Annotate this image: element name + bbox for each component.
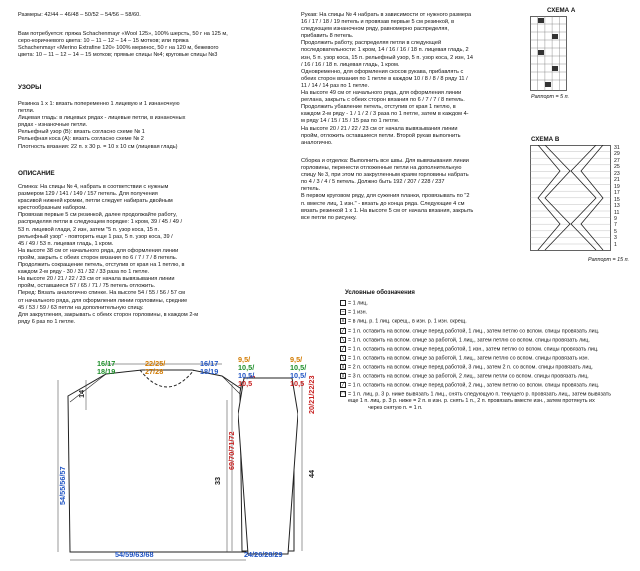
back-top-left-dim: 16/17 18/19 (97, 359, 116, 376)
back-side-height-dim: 33 (213, 476, 222, 485)
chart-a-repeat: Раппорт = 5 п. (531, 94, 570, 100)
bobble-icon: ◠ (341, 391, 346, 397)
cable-back-icon: ╳ (341, 373, 345, 379)
legend-item-cont: еще 1 п. лиц. р. 3 р. ниже = 2 п. в изн. р. снять 1 п., 2 п. провязать вместе изн., затем протянуть их (348, 398, 595, 404)
chart-a-title: СХЕМА А (547, 7, 576, 14)
chart-a-grid (530, 16, 570, 92)
chart-b-grid (530, 145, 612, 253)
legend-item: ╱ = 1 п. оставить на вспом. спице перед работой, 1 изн., затем петлю со вспом. спицы провязать лиц. (341, 346, 599, 353)
sleeve-width-dim: 24/26/28/29 (244, 550, 283, 559)
legend-item: ʌ = в лиц. р. 1 лиц. скрещ., в изн. р. 1 изн. скрещ. (341, 318, 467, 325)
sleeve-pattern-shape (238, 376, 298, 556)
legend-item: ╲ = 1 п. оставить на вспом. спице за работой, 1 лиц., затем петлю со вспом. спицы провязать изн. (341, 355, 590, 362)
description-heading: ОПИСАНИЕ (18, 170, 55, 177)
legend-item: – = 1 изн. (341, 309, 368, 316)
legend-title: Условные обозначения (345, 290, 415, 296)
chart-b-repeat: Раппорт = 15 п. (588, 257, 630, 263)
purl-symbol-icon: – (341, 309, 345, 315)
assembly-text: Сборка и отделка: Выполнить все швы. Для вывязывания линии горловины, перенести отложенные петли на дополнительную спицу № 3, при этом по закругленным краям горловины набрать по 4 / 3 / 4 / 5 петель. Должно быть 192 / 207 / 228 / 237 петель. В первом круговом ряду, для сужения планки, провязывать по "2 п. вместе лиц, 1 изн." - вязать до конца ряда. Следующие 4 см вязать резинкой 1 х 1. На высоте 5 см от начала вязания, закрыть все петли по рисунку. (301, 158, 474, 221)
sleeve-raglan-dim: 20/21/22/23 (307, 375, 316, 414)
cable-small-icon: ╱ (341, 382, 345, 388)
legend-item-cont: через снятую п. = 1 п. (368, 405, 423, 411)
legend-item: ╳ = 2 п. оставить на вспом. спице перед работой, 3 лиц., затем 2 п. со вспом. спицы провязать лиц. (341, 364, 593, 371)
patterns-heading: УЗОРЫ (18, 84, 42, 91)
legend-item: ╱ = 1 п. оставить на вспом. спице перед работой, 2 лиц., затем петлю со вспом. спицы провязать лиц. (341, 382, 600, 389)
back-width-dim: 54/59/63/68 (115, 550, 154, 559)
cross-front-purl-icon: ╱ (341, 346, 345, 352)
sleeve-top-right-dim: 9,5/ 10,5/ 10,5/ 10,5 (290, 355, 307, 388)
materials-text: Вам потребуется: пряжа Schachenmayr «Wool 125», 100% шерсть, 50 г на 125 м, серо-коричневого цвета: 10 – 11 – 12 – 14 – 15 мотков; или пряжа Schachenmayr «Merino Extrafine 120» 100% мериноc, 50 г на 120 м, бежевого цвета: 10 – 11 – 12 – 14 – 15 мотков; прямые спицы №4; круговые спицы №3 (18, 31, 228, 59)
sleeve-text: Рукав: На спицы № 4 набрать в зависимости от нужного размера 16 / 17 / 18 / 19 петель и провязав первые 5 см резинкой, в следующем изнаночном ряду, равномерно распределяя, прибавить 8 петель. Продолжить работу, распределяя петли в следующей последовательности: 1 кром, 14 / 16 / 16 / 18 п. лицевая гладь, 2 изн, 5 п. узор коса, 15 п. рельефный узор, 5 п. узор коса, 2 изн, 14 / 16 / 16 / 18 п. лицевая гладь, 1 кром. Одновременно, для оформления скосов рукава, прибавлять с обеих сторон вязания по 1 петле в каждом 10 / 8 / 8 / 8 ряду 11 / 11 / 14 / 14 раз по 1 петле. На высоте 49 см от начального ряда, для оформления линии реглана, закрыть с обеих сторон вязания по 6 / 7 / 7 / 8 петель. Продолжить убавление петель, отступив от края 1 петлю, в каждом 2-м ряду - 1 / 1 / 2 / 3 раза по 1 петле, затем в каждом 4- м ряду 14 / 15 / 15 / 15 раз по 1 петле. На высоте 20 / 21 / 22 / 23 см от начала вывязывания линии пройм, отложить оставшиеся петли. Второй рукав выполнить аналогично. (301, 12, 473, 146)
legend-item: ╲ = 1 п. оставить на вспом. спице за работой, 1 лиц., затем петлю со вспом. спицы провязать лиц. (341, 337, 590, 344)
cross-front-icon: ╱ (341, 328, 345, 334)
sleeve-height-dim: 44 (307, 469, 316, 478)
back-total-height-dim: 54/55/56/57 (58, 466, 67, 505)
sleeve-length-dim: 69/70/71/72 (227, 431, 236, 470)
legend-item: = 1 лиц. (340, 300, 368, 306)
cross-back-purl-icon: ╲ (341, 355, 345, 361)
legend-item: ╱ = 1 п. оставить на вспом. спице перед работой, 1 лиц., затем петлю со вспом. спицы провязать лиц. (341, 328, 600, 335)
back-top-mid-dim: 22/25/ 27/28 (145, 359, 166, 376)
knit-symbol-icon (340, 300, 346, 306)
legend-item: ╳ = 3 п. оставить на вспом. спице за работой, 2 лиц., затем петли со вспом. спицы провязать лиц. (341, 373, 589, 380)
cable-front-icon: ╳ (341, 364, 345, 370)
description-text: Спинка: На спицы № 4, набрать в соответствии с нужным размером 129 / 141 / 149 / 157 петель. Для получения красивой нижней кромки, петли следует набирать двойным крестообразным набором. Провязав первые 5 см резинкой, далее продолжайте работу, распределяя петли в следующем порядке: 1 кром, 39 / 45 / 49 / 53 п. лицевой глади, 2 изн, затем "5 п. узор коса, 15 п. рельефный узор" - повторить еще 1 раз, 5 п. узор коса, 39 / 45 / 49 / 53 п. лицевая гладь, 1 кром. На высоте 38 см от начального ряда, для оформления линии пройм, закрыть с обеих сторон вязания по 6 / 7 / 7 / 8 петель. Продолжить сокращение петель, отступив от края на 1 петлю, в каждом 2-м ряду - 30 / 31 / 32 / 33 раза по 1 петле. На высоте 20 / 21 / 22 / 23 см от начала вывязывания линии пройм, оставшиеся 57 / 65 / 71 / 75 петель отложить. Перед: Вязать аналогично спинке. На высоте 54 / 55 / 56 / 57 см от начального ряда, для оформления линии горловины, средние 45 / 53 / 59 / 63 петли на дополнительную спицу. Для закругления, закрывать с обеих сторон горловины, в каждом 2-м ряду 6 раз по 1 петле. (18, 184, 199, 325)
cross-back-icon: ╲ (341, 337, 345, 343)
back-small-height-dim: 14 (77, 389, 86, 398)
patterns-text: Резинка 1 х 1: вязать попеременно 1 лицевую и 1 изнаночную петли. Лицевая гладь: в лицевых рядах - лицевые петли, в изнаночных рядах - изнаночные петли. Рельефный узор (В): вязать согласно схеме № 1 Рельефная коса (А): вязать согласно схеме № 2 Плотность вязания: 22 п. х 30 р. = 10 х 10 см (лицевая гладь) (18, 101, 186, 150)
legend-item: ◠ = 1 п. лиц. р. 3 р. ниже вывязать 1 лиц., снять следующую п. текущего р. провязать лиц., затем вывязать (341, 391, 612, 398)
chart-b-row-numbers: 31 29 27 25 23 21 19 17 15 13 11 9 7 5 3 1 (614, 145, 620, 248)
chart-b-title: СХЕМА В (531, 136, 560, 143)
back-top-right-dim: 16/17 18/19 (200, 359, 219, 376)
sizes-text: Размеры: 42/44 – 46/48 – 50/52 – 54/56 – 58/60. (18, 12, 141, 18)
sleeve-top-left-dim: 9,5/ 10,5/ 10,5/ 10,5 (238, 355, 255, 388)
twisted-stitch-icon: ʌ (341, 318, 345, 324)
